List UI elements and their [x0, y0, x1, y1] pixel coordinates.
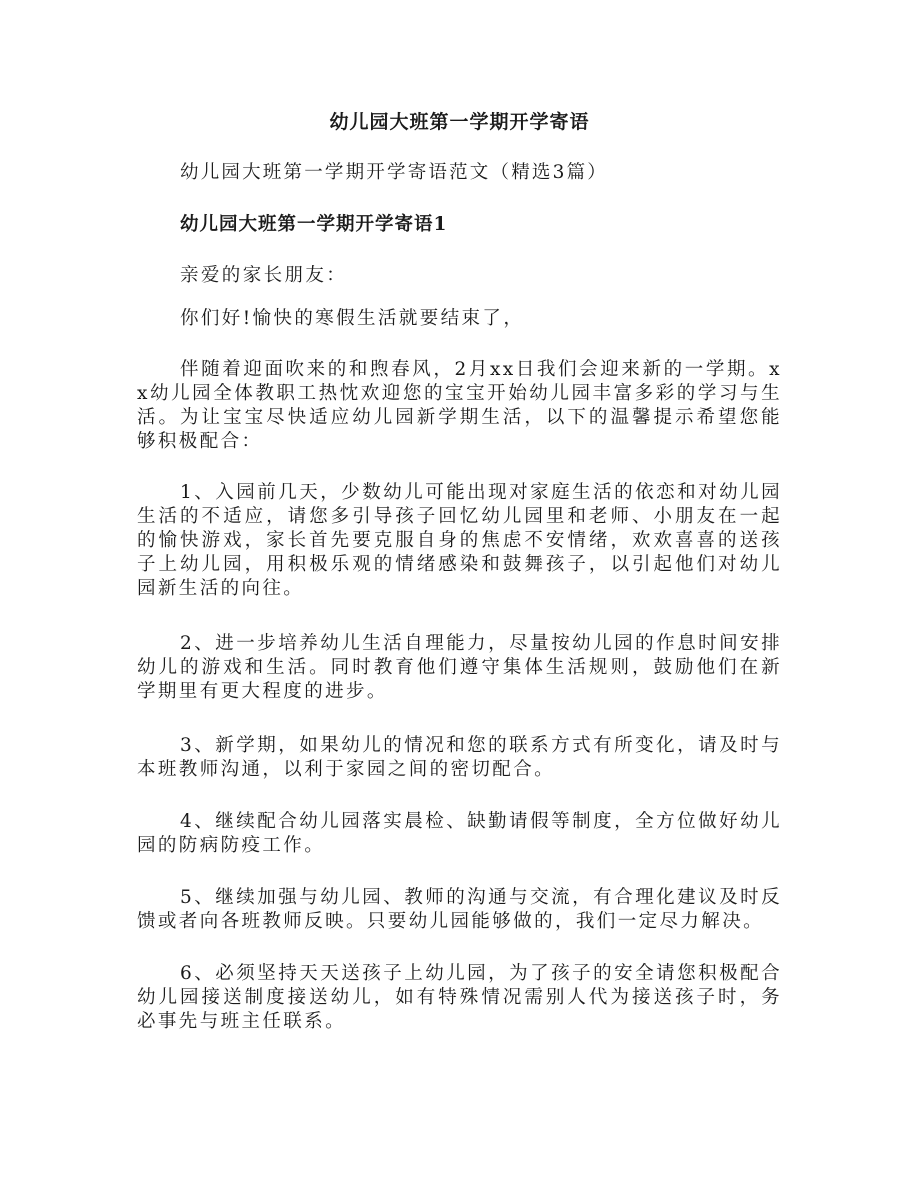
section-heading: 幼儿园大班第一学期开学寄语1: [180, 214, 448, 235]
list-item-4: 4、继续配合幼儿园落实晨检、缺勤请假等制度，全方位做好幼儿园的防病防疫工作。: [137, 811, 782, 856]
greeting-paragraph: 你们好!愉快的寒假生活就要结束了，: [180, 308, 525, 329]
document-subtitle: 幼儿园大班第一学期开学寄语范文（精选3篇）: [180, 162, 608, 183]
list-item-6: 6、必须坚持天天送孩子上幼儿园，为了孩子的安全请您积极配合幼儿园接送制度接送幼儿，如有特殊情况需别人代为接送孩子时，务必事先与班主任联系。: [137, 963, 782, 1032]
list-item-3: 3、新学期，如果幼儿的情况和您的联系方式有所变化，请及时与本班教师沟通，以利于家园之间的密切配合。: [137, 735, 782, 780]
list-item-2: 2、进一步培养幼儿生活自理能力，尽量按幼儿园的作息时间安排幼儿的游戏和生活。同时教育他们遵守集体生活规则，鼓励他们在新学期里有更大程度的进步。: [137, 633, 782, 702]
intro-paragraph: 伴随着迎面吹来的和煦春风，2月xx日我们会迎来新的一学期。xx幼儿园全体教职工热忱欢迎您的宝宝开始幼儿园丰富多彩的学习与生活。为让宝宝尽快适应幼儿园新学期生活，以下的温馨提示希望您能够积极配合：: [137, 359, 782, 452]
salutation: 亲爱的家长朋友：: [180, 265, 348, 286]
list-item-5: 5、继续加强与幼儿园、教师的沟通与交流，有合理化建议及时反馈或者向各班教师反映。只要幼儿园能够做的，我们一定尽力解决。: [137, 887, 782, 932]
list-item-1: 1、入园前几天，少数幼儿可能出现对家庭生活的依恋和对幼儿园生活的不适应，请您多引导孩子回忆幼儿园里和老师、小朋友在一起的愉快游戏，家长首先要克服自身的焦虑不安情绪，欢欢喜喜的送孩子上幼儿园，用积极乐观的情绪感染和鼓舞孩子，以引起他们对幼儿园新生活的向往。: [137, 482, 782, 599]
document-title: 幼儿园大班第一学期开学寄语: [329, 111, 590, 133]
